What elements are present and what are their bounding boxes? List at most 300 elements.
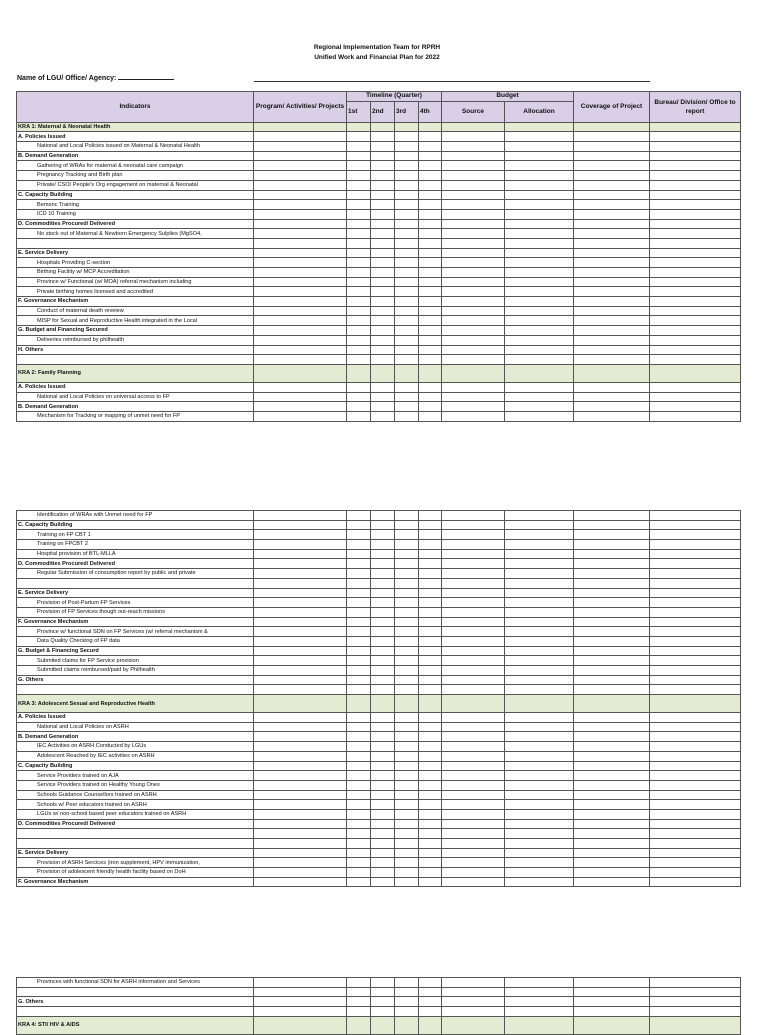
entry-cell[interactable]	[419, 771, 442, 781]
entry-cell[interactable]	[650, 411, 741, 421]
entry-cell[interactable]	[505, 578, 574, 588]
entry-cell[interactable]	[574, 364, 650, 382]
indicator-cell[interactable]: Submitted claims reimbursed/paid by Philhealth	[17, 666, 254, 676]
entry-cell[interactable]	[505, 549, 574, 559]
entry-cell[interactable]	[505, 209, 574, 219]
entry-cell[interactable]	[395, 248, 419, 258]
entry-cell[interactable]	[650, 549, 741, 559]
entry-cell[interactable]	[395, 868, 419, 878]
entry-cell[interactable]	[505, 151, 574, 161]
entry-cell[interactable]	[395, 617, 419, 627]
entry-cell[interactable]	[505, 800, 574, 810]
entry-cell[interactable]	[419, 335, 442, 345]
entry-cell[interactable]	[505, 771, 574, 781]
entry-cell[interactable]	[650, 268, 741, 278]
indicator-cell[interactable]	[17, 578, 254, 588]
entry-cell[interactable]	[442, 636, 505, 646]
entry-cell[interactable]	[347, 549, 371, 559]
entry-cell[interactable]	[650, 1007, 741, 1017]
entry-cell[interactable]	[254, 695, 347, 713]
indicator-cell[interactable]: Training on FP CBT 1	[17, 530, 254, 540]
entry-cell[interactable]	[574, 200, 650, 210]
entry-cell[interactable]	[419, 161, 442, 171]
entry-cell[interactable]	[650, 761, 741, 771]
entry-cell[interactable]	[371, 742, 395, 752]
entry-cell[interactable]	[254, 559, 347, 569]
entry-cell[interactable]	[347, 355, 371, 365]
indicator-cell[interactable]: D. Commodities Procured/ Delivered	[17, 559, 254, 569]
entry-cell[interactable]	[442, 1007, 505, 1017]
indicator-cell[interactable]: KRA 4: STI/ HIV & AIDS	[17, 1016, 254, 1034]
entry-cell[interactable]	[442, 511, 505, 521]
entry-cell[interactable]	[650, 617, 741, 627]
entry-cell[interactable]	[347, 530, 371, 540]
entry-cell[interactable]	[371, 598, 395, 608]
indicator-cell[interactable]: IEC Activities on ASRH Conducted by LGUs	[17, 742, 254, 752]
indicator-cell[interactable]: A. Policies Issued	[17, 382, 254, 392]
entry-cell[interactable]	[442, 732, 505, 742]
entry-cell[interactable]	[419, 229, 442, 239]
entry-cell[interactable]	[371, 326, 395, 336]
entry-cell[interactable]	[395, 819, 419, 829]
entry-cell[interactable]	[650, 530, 741, 540]
indicator-cell[interactable]: Gathering of WRAs for maternal & neonatal care campaign	[17, 161, 254, 171]
indicator-cell[interactable]: KRA 1: Maternal & Neonatal Health	[17, 122, 254, 132]
entry-cell[interactable]	[419, 675, 442, 685]
entry-cell[interactable]	[650, 829, 741, 839]
indicator-cell[interactable]: B. Demand Generation	[17, 402, 254, 412]
entry-cell[interactable]	[395, 780, 419, 790]
entry-cell[interactable]	[371, 978, 395, 988]
entry-cell[interactable]	[574, 122, 650, 132]
entry-cell[interactable]	[371, 877, 395, 887]
entry-cell[interactable]	[442, 277, 505, 287]
indicator-cell[interactable]: Service Providers trained on Healthy Young Ones	[17, 780, 254, 790]
entry-cell[interactable]	[254, 997, 347, 1007]
entry-cell[interactable]	[347, 987, 371, 997]
entry-cell[interactable]	[505, 258, 574, 268]
entry-cell[interactable]	[650, 598, 741, 608]
entry-cell[interactable]	[442, 588, 505, 598]
indicator-cell[interactable]: Province w/ functional SDN on FP Services (w/ referral mechanism &	[17, 627, 254, 637]
entry-cell[interactable]	[505, 122, 574, 132]
entry-cell[interactable]	[442, 219, 505, 229]
entry-cell[interactable]	[419, 540, 442, 550]
entry-cell[interactable]	[650, 978, 741, 988]
entry-cell[interactable]	[395, 382, 419, 392]
entry-cell[interactable]	[650, 171, 741, 181]
indicator-cell[interactable]	[17, 355, 254, 365]
entry-cell[interactable]	[442, 382, 505, 392]
entry-cell[interactable]	[371, 171, 395, 181]
entry-cell[interactable]	[419, 997, 442, 1007]
entry-cell[interactable]	[650, 161, 741, 171]
entry-cell[interactable]	[254, 258, 347, 268]
entry-cell[interactable]	[442, 238, 505, 248]
entry-cell[interactable]	[254, 978, 347, 988]
entry-cell[interactable]	[442, 868, 505, 878]
entry-cell[interactable]	[650, 345, 741, 355]
entry-cell[interactable]	[442, 326, 505, 336]
entry-cell[interactable]	[574, 219, 650, 229]
entry-cell[interactable]	[395, 588, 419, 598]
entry-cell[interactable]	[505, 685, 574, 695]
entry-cell[interactable]	[650, 839, 741, 849]
entry-cell[interactable]	[347, 1016, 371, 1034]
entry-cell[interactable]	[574, 316, 650, 326]
entry-cell[interactable]	[574, 326, 650, 336]
entry-cell[interactable]	[395, 636, 419, 646]
entry-cell[interactable]	[347, 180, 371, 190]
entry-cell[interactable]	[395, 540, 419, 550]
entry-cell[interactable]	[505, 411, 574, 421]
entry-cell[interactable]	[371, 771, 395, 781]
entry-cell[interactable]	[650, 258, 741, 268]
entry-cell[interactable]	[574, 411, 650, 421]
entry-cell[interactable]	[442, 161, 505, 171]
entry-cell[interactable]	[419, 790, 442, 800]
entry-cell[interactable]	[505, 297, 574, 307]
entry-cell[interactable]	[419, 1007, 442, 1017]
entry-cell[interactable]	[395, 345, 419, 355]
indicator-cell[interactable]: E. Service Delivery	[17, 588, 254, 598]
entry-cell[interactable]	[419, 392, 442, 402]
entry-cell[interactable]	[254, 219, 347, 229]
entry-cell[interactable]	[395, 978, 419, 988]
indicator-cell[interactable]: KRA 2: Family Planning	[17, 364, 254, 382]
entry-cell[interactable]	[574, 335, 650, 345]
entry-cell[interactable]	[505, 666, 574, 676]
entry-cell[interactable]	[574, 268, 650, 278]
entry-cell[interactable]	[574, 848, 650, 858]
entry-cell[interactable]	[347, 520, 371, 530]
entry-cell[interactable]	[254, 287, 347, 297]
entry-cell[interactable]	[395, 316, 419, 326]
entry-cell[interactable]	[395, 326, 419, 336]
entry-cell[interactable]	[254, 646, 347, 656]
entry-cell[interactable]	[254, 722, 347, 732]
entry-cell[interactable]	[371, 713, 395, 723]
indicator-cell[interactable]: MISP for Sexual and Reproductive Health integrated in the Local	[17, 316, 254, 326]
indicator-cell[interactable]: G. Budget and Financing Secured	[17, 326, 254, 336]
entry-cell[interactable]	[254, 238, 347, 248]
entry-cell[interactable]	[574, 151, 650, 161]
entry-cell[interactable]	[395, 511, 419, 521]
entry-cell[interactable]	[574, 277, 650, 287]
entry-cell[interactable]	[254, 520, 347, 530]
entry-cell[interactable]	[419, 364, 442, 382]
entry-cell[interactable]	[419, 530, 442, 540]
entry-cell[interactable]	[442, 742, 505, 752]
indicator-cell[interactable]: Schools Guidance Counsellors trained on ASRH	[17, 790, 254, 800]
indicator-cell[interactable]: Hospital provision of BTL-MLLA	[17, 549, 254, 559]
indicator-cell[interactable]: Service Providers trained on AJA	[17, 771, 254, 781]
entry-cell[interactable]	[254, 540, 347, 550]
entry-cell[interactable]	[347, 868, 371, 878]
entry-cell[interactable]	[371, 656, 395, 666]
entry-cell[interactable]	[347, 219, 371, 229]
entry-cell[interactable]	[371, 190, 395, 200]
indicator-cell[interactable]: B. Demand Generation	[17, 732, 254, 742]
indicator-cell[interactable]: Provision of adolescent friendly health facility based on DoH	[17, 868, 254, 878]
entry-cell[interactable]	[505, 511, 574, 521]
entry-cell[interactable]	[442, 258, 505, 268]
entry-cell[interactable]	[650, 695, 741, 713]
entry-cell[interactable]	[254, 761, 347, 771]
indicator-cell[interactable]: Identification of WRAs with Unmet need for FP	[17, 511, 254, 521]
entry-cell[interactable]	[574, 829, 650, 839]
entry-cell[interactable]	[574, 520, 650, 530]
entry-cell[interactable]	[347, 297, 371, 307]
entry-cell[interactable]	[347, 675, 371, 685]
entry-cell[interactable]	[650, 675, 741, 685]
entry-cell[interactable]	[371, 392, 395, 402]
entry-cell[interactable]	[650, 316, 741, 326]
indicator-cell[interactable]: Private/ CSO/ People's Org engagement on maternal & Neonatal	[17, 180, 254, 190]
entry-cell[interactable]	[574, 161, 650, 171]
entry-cell[interactable]	[347, 132, 371, 142]
entry-cell[interactable]	[574, 190, 650, 200]
entry-cell[interactable]	[254, 190, 347, 200]
entry-cell[interactable]	[442, 335, 505, 345]
entry-cell[interactable]	[574, 790, 650, 800]
entry-cell[interactable]	[650, 559, 741, 569]
entry-cell[interactable]	[442, 171, 505, 181]
entry-cell[interactable]	[650, 200, 741, 210]
entry-cell[interactable]	[254, 364, 347, 382]
entry-cell[interactable]	[254, 858, 347, 868]
entry-cell[interactable]	[395, 530, 419, 540]
entry-cell[interactable]	[419, 978, 442, 988]
entry-cell[interactable]	[395, 809, 419, 819]
entry-cell[interactable]	[419, 858, 442, 868]
entry-cell[interactable]	[254, 751, 347, 761]
entry-cell[interactable]	[254, 229, 347, 239]
entry-cell[interactable]	[254, 122, 347, 132]
entry-cell[interactable]	[347, 646, 371, 656]
entry-cell[interactable]	[505, 180, 574, 190]
entry-cell[interactable]	[419, 636, 442, 646]
entry-cell[interactable]	[505, 1007, 574, 1017]
entry-cell[interactable]	[347, 829, 371, 839]
entry-cell[interactable]	[254, 171, 347, 181]
entry-cell[interactable]	[419, 780, 442, 790]
entry-cell[interactable]	[505, 809, 574, 819]
entry-cell[interactable]	[419, 559, 442, 569]
entry-cell[interactable]	[419, 345, 442, 355]
entry-cell[interactable]	[650, 229, 741, 239]
entry-cell[interactable]	[395, 742, 419, 752]
indicator-cell[interactable]	[17, 829, 254, 839]
entry-cell[interactable]	[347, 800, 371, 810]
entry-cell[interactable]	[419, 598, 442, 608]
entry-cell[interactable]	[574, 819, 650, 829]
entry-cell[interactable]	[650, 326, 741, 336]
entry-cell[interactable]	[347, 161, 371, 171]
entry-cell[interactable]	[254, 987, 347, 997]
entry-cell[interactable]	[371, 627, 395, 637]
entry-cell[interactable]	[574, 742, 650, 752]
entry-cell[interactable]	[505, 588, 574, 598]
entry-cell[interactable]	[395, 997, 419, 1007]
entry-cell[interactable]	[442, 132, 505, 142]
entry-cell[interactable]	[650, 809, 741, 819]
entry-cell[interactable]	[505, 316, 574, 326]
entry-cell[interactable]	[442, 666, 505, 676]
entry-cell[interactable]	[254, 277, 347, 287]
indicator-cell[interactable]: G. Budget & Financing Securd	[17, 646, 254, 656]
entry-cell[interactable]	[505, 636, 574, 646]
entry-cell[interactable]	[395, 646, 419, 656]
entry-cell[interactable]	[505, 219, 574, 229]
entry-cell[interactable]	[347, 190, 371, 200]
entry-cell[interactable]	[395, 656, 419, 666]
entry-cell[interactable]	[254, 675, 347, 685]
entry-cell[interactable]	[442, 364, 505, 382]
indicator-cell[interactable]: Deliveries reimbursed by philhealth	[17, 335, 254, 345]
indicator-cell[interactable]: G. Others	[17, 675, 254, 685]
entry-cell[interactable]	[650, 578, 741, 588]
entry-cell[interactable]	[254, 1007, 347, 1017]
entry-cell[interactable]	[254, 771, 347, 781]
indicator-cell[interactable]: F. Governance Mechanism	[17, 297, 254, 307]
entry-cell[interactable]	[650, 656, 741, 666]
entry-cell[interactable]	[347, 607, 371, 617]
entry-cell[interactable]	[254, 800, 347, 810]
entry-cell[interactable]	[574, 839, 650, 849]
entry-cell[interactable]	[347, 345, 371, 355]
entry-cell[interactable]	[395, 627, 419, 637]
entry-cell[interactable]	[371, 345, 395, 355]
entry-cell[interactable]	[650, 219, 741, 229]
entry-cell[interactable]	[650, 287, 741, 297]
entry-cell[interactable]	[505, 200, 574, 210]
entry-cell[interactable]	[442, 848, 505, 858]
entry-cell[interactable]	[650, 364, 741, 382]
entry-cell[interactable]	[395, 695, 419, 713]
entry-cell[interactable]	[395, 180, 419, 190]
entry-cell[interactable]	[254, 685, 347, 695]
entry-cell[interactable]	[505, 607, 574, 617]
entry-cell[interactable]	[395, 877, 419, 887]
entry-cell[interactable]	[574, 171, 650, 181]
entry-cell[interactable]	[371, 666, 395, 676]
entry-cell[interactable]	[395, 858, 419, 868]
entry-cell[interactable]	[650, 722, 741, 732]
entry-cell[interactable]	[395, 1016, 419, 1034]
entry-cell[interactable]	[254, 382, 347, 392]
indicator-cell[interactable]: Submited claims for FP Service provision	[17, 656, 254, 666]
entry-cell[interactable]	[442, 598, 505, 608]
entry-cell[interactable]	[574, 355, 650, 365]
entry-cell[interactable]	[254, 742, 347, 752]
entry-cell[interactable]	[574, 402, 650, 412]
entry-cell[interactable]	[347, 858, 371, 868]
entry-cell[interactable]	[650, 520, 741, 530]
entry-cell[interactable]	[395, 171, 419, 181]
entry-cell[interactable]	[347, 722, 371, 732]
entry-cell[interactable]	[254, 627, 347, 637]
entry-cell[interactable]	[371, 151, 395, 161]
entry-cell[interactable]	[442, 559, 505, 569]
entry-cell[interactable]	[650, 190, 741, 200]
entry-cell[interactable]	[442, 685, 505, 695]
entry-cell[interactable]	[371, 248, 395, 258]
entry-cell[interactable]	[395, 364, 419, 382]
entry-cell[interactable]	[347, 569, 371, 579]
indicator-cell[interactable]: No stock out of Maternal & Newborn Emergency Sulplies (MgSO4,	[17, 229, 254, 239]
entry-cell[interactable]	[347, 656, 371, 666]
entry-cell[interactable]	[442, 287, 505, 297]
entry-cell[interactable]	[254, 355, 347, 365]
entry-cell[interactable]	[650, 646, 741, 656]
entry-cell[interactable]	[347, 713, 371, 723]
entry-cell[interactable]	[650, 997, 741, 1007]
entry-cell[interactable]	[442, 819, 505, 829]
entry-cell[interactable]	[574, 722, 650, 732]
entry-cell[interactable]	[419, 326, 442, 336]
entry-cell[interactable]	[650, 209, 741, 219]
entry-cell[interactable]	[505, 392, 574, 402]
entry-cell[interactable]	[347, 790, 371, 800]
entry-cell[interactable]	[419, 800, 442, 810]
entry-cell[interactable]	[395, 258, 419, 268]
entry-cell[interactable]	[371, 161, 395, 171]
entry-cell[interactable]	[254, 598, 347, 608]
entry-cell[interactable]	[505, 742, 574, 752]
entry-cell[interactable]	[442, 569, 505, 579]
indicator-cell[interactable]: Provision of FP Services though out-reach missions	[17, 607, 254, 617]
entry-cell[interactable]	[442, 695, 505, 713]
entry-cell[interactable]	[574, 382, 650, 392]
entry-cell[interactable]	[419, 751, 442, 761]
entry-cell[interactable]	[395, 578, 419, 588]
entry-cell[interactable]	[442, 800, 505, 810]
entry-cell[interactable]	[650, 142, 741, 152]
entry-cell[interactable]	[395, 190, 419, 200]
entry-cell[interactable]	[505, 326, 574, 336]
entry-cell[interactable]	[650, 248, 741, 258]
indicator-cell[interactable]: Adolescent Reached by IEC activities on ASRH	[17, 751, 254, 761]
entry-cell[interactable]	[395, 559, 419, 569]
entry-cell[interactable]	[574, 858, 650, 868]
entry-cell[interactable]	[505, 819, 574, 829]
entry-cell[interactable]	[371, 335, 395, 345]
entry-cell[interactable]	[419, 355, 442, 365]
entry-cell[interactable]	[574, 868, 650, 878]
entry-cell[interactable]	[442, 987, 505, 997]
entry-cell[interactable]	[254, 656, 347, 666]
entry-cell[interactable]	[254, 549, 347, 559]
entry-cell[interactable]	[371, 258, 395, 268]
entry-cell[interactable]	[395, 209, 419, 219]
entry-cell[interactable]	[442, 877, 505, 887]
entry-cell[interactable]	[254, 200, 347, 210]
entry-cell[interactable]	[650, 685, 741, 695]
entry-cell[interactable]	[395, 790, 419, 800]
entry-cell[interactable]	[254, 316, 347, 326]
entry-cell[interactable]	[371, 411, 395, 421]
entry-cell[interactable]	[419, 549, 442, 559]
entry-cell[interactable]	[574, 209, 650, 219]
entry-cell[interactable]	[650, 335, 741, 345]
entry-cell[interactable]	[395, 161, 419, 171]
entry-cell[interactable]	[395, 219, 419, 229]
indicator-cell[interactable]: C. Capacity Building	[17, 190, 254, 200]
entry-cell[interactable]	[395, 122, 419, 132]
entry-cell[interactable]	[419, 722, 442, 732]
entry-cell[interactable]	[442, 142, 505, 152]
